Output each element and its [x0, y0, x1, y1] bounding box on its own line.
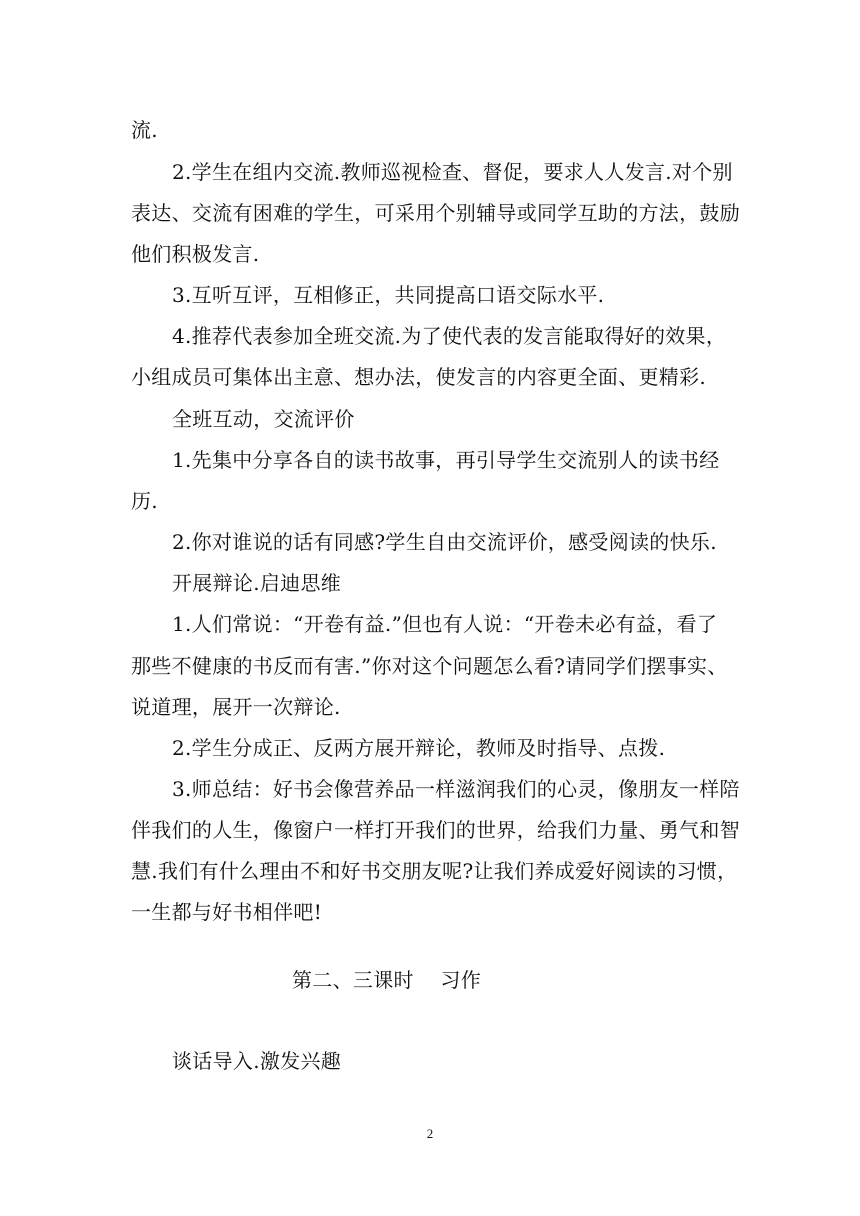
- text-line: 3.互听互评，互相修正，共同提高口语交际水平.: [172, 283, 605, 307]
- text-line: 1.人们常说：“开卷有益.”但也有人说：“开卷未必有益，看了: [172, 612, 718, 636]
- text-line: 3.师总结：好书会像营养品一样滋润我们的心灵，像朋友一样陪: [172, 777, 740, 801]
- text-line: 那些不健康的书反而有害.”你对这个问题怎么看?请同学们摆事实、: [131, 654, 728, 678]
- text-line: 伴我们的人生，像窗户一样打开我们的世界，给我们力量、勇气和智: [131, 818, 740, 842]
- text-line: 一生都与好书相伴吧!: [131, 900, 323, 924]
- text-line: 1.先集中分享各自的读书故事，再引导学生交流别人的读书经: [172, 448, 720, 472]
- text-line: 小组成员可集体出主意、想办法，使发言的内容更全面、更精彩.: [131, 365, 707, 389]
- text-line: 2.你对谁说的话有同感?学生自由交流评价，感受阅读的快乐.: [172, 530, 717, 554]
- text-line: 4.推荐代表参加全班交流.为了使代表的发言能取得好的效果，: [172, 324, 727, 348]
- subheading: 开展辩论.启迪思维: [172, 571, 342, 595]
- text-line: 2.学生在组内交流.教师巡视检查、督促，要求人人发言.对个别: [172, 160, 733, 184]
- text-line: 2.学生分成正、反两方展开辩论，教师及时指导、点拨.: [172, 736, 666, 760]
- text-line: 历.: [131, 489, 158, 513]
- text-line: 慧.我们有什么理由不和好书交朋友呢?让我们养成爱好阅读的习惯，: [131, 859, 738, 883]
- subheading: 全班互动，交流评价: [172, 407, 355, 431]
- subheading: 谈话导入.激发兴趣: [172, 1049, 342, 1073]
- text-line: 说道理，展开一次辩论.: [131, 695, 341, 719]
- text-line: 他们积极发言.: [131, 242, 260, 266]
- page-number: 2: [426, 1126, 434, 1141]
- text-line: 流.: [131, 118, 158, 142]
- text-line: 表达、交流有困难的学生，可采用个别辅导或同学互助的方法，鼓励: [131, 201, 740, 225]
- section-title: 第二、三课时 习作: [292, 968, 482, 992]
